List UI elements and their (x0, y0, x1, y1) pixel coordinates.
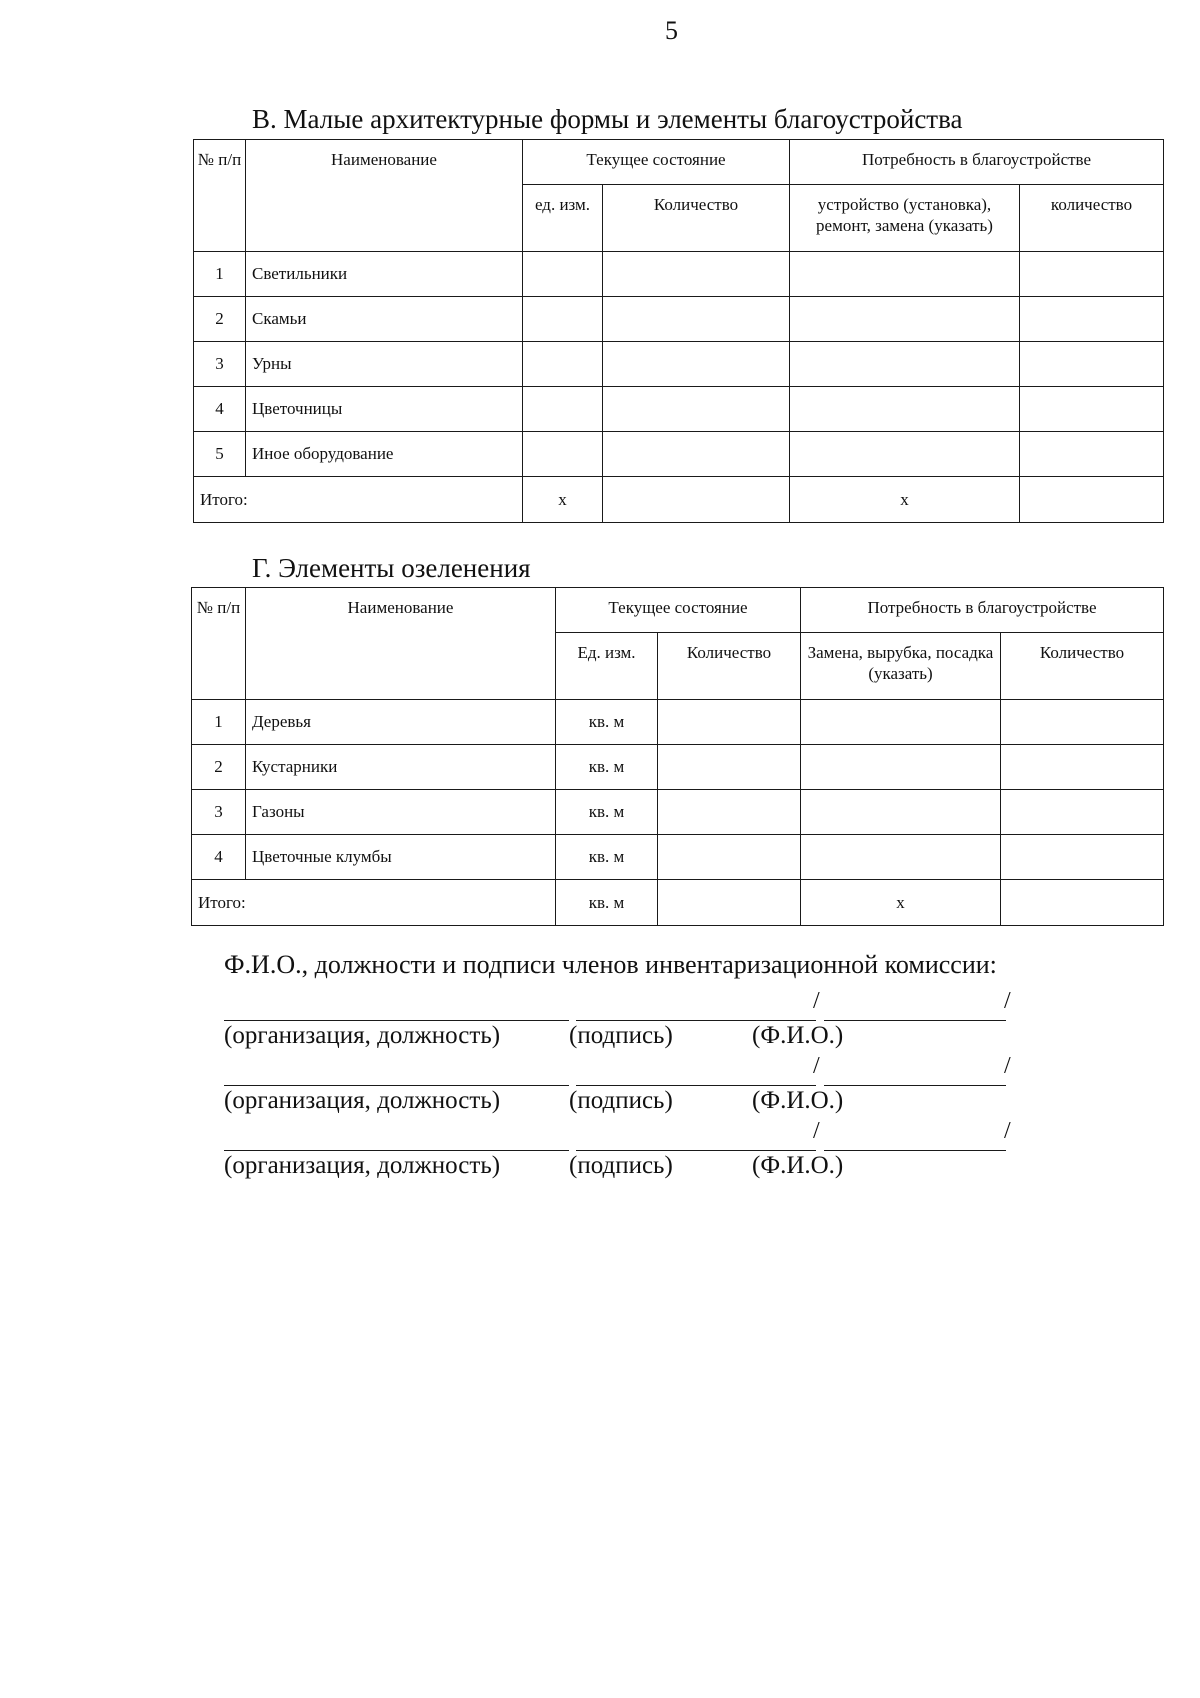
caption-organization-position: (организация, должность) (224, 1152, 501, 1179)
cell-need-quantity[interactable] (1001, 835, 1164, 880)
total-label: Итого: (192, 880, 556, 926)
header-current-state: Текущее состояние (523, 140, 790, 185)
row-unit: кв. м (556, 745, 658, 790)
table-row (194, 387, 1164, 432)
total-row (192, 880, 1164, 926)
caption-fio: (Ф.И.О.) (752, 1152, 844, 1179)
signature-line[interactable] (576, 1120, 816, 1151)
signature-block (224, 1120, 1014, 1182)
fio-line[interactable] (824, 990, 1006, 1021)
total-label: Итого: (194, 477, 523, 523)
header-name: Наименование (246, 140, 523, 252)
slash-right: / (1004, 988, 1011, 1014)
caption-signature: (подпись) (569, 1087, 673, 1114)
cell-need-quantity[interactable] (1001, 790, 1164, 835)
header-unit: ед. изм. (523, 185, 603, 252)
cell-quantity[interactable] (603, 297, 790, 342)
section-g-title: Г. Элементы озеленения (252, 553, 531, 583)
header-name: Наименование (246, 588, 556, 700)
row-num: 2 (192, 745, 246, 790)
cell-quantity[interactable] (658, 700, 801, 745)
fio-line[interactable] (824, 1055, 1006, 1086)
cell-quantity[interactable] (603, 387, 790, 432)
slash-left: / (813, 1053, 820, 1079)
header-unit: Ед. изм. (556, 633, 658, 700)
cell-need-quantity[interactable] (1020, 432, 1164, 477)
fio-line[interactable] (824, 1120, 1006, 1151)
organization-position-line[interactable] (224, 1120, 569, 1151)
caption-fio: (Ф.И.О.) (752, 1087, 844, 1114)
row-num: 4 (194, 387, 246, 432)
signature-block (224, 1055, 1014, 1117)
row-name: Светильники (246, 252, 523, 297)
row-num: 3 (194, 342, 246, 387)
cell-action[interactable] (790, 342, 1020, 387)
cell-total-need-quantity[interactable] (1020, 477, 1164, 523)
signature-block (224, 990, 1014, 1052)
total-unit: кв. м (556, 880, 658, 926)
table-row (192, 745, 1164, 790)
row-name: Цветочницы (246, 387, 523, 432)
table-row (194, 432, 1164, 477)
row-unit: кв. м (556, 835, 658, 880)
header-quantity: Количество (603, 185, 790, 252)
cell-action[interactable] (790, 252, 1020, 297)
caption-organization-position: (организация, должность) (224, 1022, 501, 1049)
cell-quantity[interactable] (658, 790, 801, 835)
table-row (192, 700, 1164, 745)
cell-need-quantity[interactable] (1020, 297, 1164, 342)
table-row (192, 790, 1164, 835)
row-name: Иное оборудование (246, 432, 523, 477)
row-num: 3 (192, 790, 246, 835)
caption-signature: (подпись) (569, 1022, 673, 1049)
cell-quantity[interactable] (603, 342, 790, 387)
row-name: Деревья (246, 700, 556, 745)
row-num: 1 (194, 252, 246, 297)
slash-right: / (1004, 1053, 1011, 1079)
cell-quantity[interactable] (658, 745, 801, 790)
slash-right: / (1004, 1118, 1011, 1144)
slash-left: / (813, 988, 820, 1014)
total-action: x (790, 477, 1020, 523)
header-current-state: Текущее состояние (556, 588, 801, 633)
cell-total-quantity[interactable] (658, 880, 801, 926)
row-unit: кв. м (556, 790, 658, 835)
row-name: Газоны (246, 790, 556, 835)
cell-need-quantity[interactable] (1020, 387, 1164, 432)
page-number: 5 (665, 16, 678, 45)
row-name: Урны (246, 342, 523, 387)
caption-signature: (подпись) (569, 1152, 673, 1179)
signatures-title: Ф.И.О., должности и подписи членов инвентаризационной комиссии: (224, 950, 997, 979)
section-v-title: В. Малые архитектурные формы и элементы благоустройства (252, 104, 963, 134)
section-v-table (193, 139, 1164, 523)
cell-quantity[interactable] (603, 432, 790, 477)
cell-action[interactable] (790, 297, 1020, 342)
total-unit: x (523, 477, 603, 523)
header-need: Потребность в благоустройстве (801, 588, 1164, 633)
cell-action[interactable] (790, 432, 1020, 477)
caption-organization-position: (организация, должность) (224, 1087, 501, 1114)
total-action: x (801, 880, 1001, 926)
row-name: Кустарники (246, 745, 556, 790)
table-row (194, 297, 1164, 342)
cell-total-need-quantity[interactable] (1001, 880, 1164, 926)
cell-unit[interactable] (523, 432, 603, 477)
cell-need-quantity[interactable] (1001, 745, 1164, 790)
cell-need-quantity[interactable] (1020, 252, 1164, 297)
cell-need-quantity[interactable] (1001, 700, 1164, 745)
slash-left: / (813, 1118, 820, 1144)
table-row (194, 342, 1164, 387)
organization-position-line[interactable] (224, 990, 569, 1021)
header-action: Замена, вырубка, посадка (указать) (801, 633, 1001, 700)
signature-line[interactable] (576, 1055, 816, 1086)
row-num: 2 (194, 297, 246, 342)
header-need-quantity: количество (1020, 185, 1164, 252)
cell-quantity[interactable] (658, 835, 801, 880)
cell-unit[interactable] (523, 252, 603, 297)
row-name: Цветочные клумбы (246, 835, 556, 880)
cell-unit[interactable] (523, 387, 603, 432)
row-name: Скамьи (246, 297, 523, 342)
signature-line[interactable] (576, 990, 816, 1021)
row-unit: кв. м (556, 700, 658, 745)
section-g-table (191, 587, 1164, 926)
cell-action[interactable] (801, 700, 1001, 745)
table-row (192, 835, 1164, 880)
cell-quantity[interactable] (603, 252, 790, 297)
header-action: устройство (установка), ремонт, замена (указать) (790, 185, 1020, 252)
cell-action[interactable] (801, 790, 1001, 835)
cell-total-quantity[interactable] (603, 477, 790, 523)
row-num: 1 (192, 700, 246, 745)
header-num: № п/п (194, 140, 246, 252)
cell-action[interactable] (790, 387, 1020, 432)
cell-action[interactable] (801, 835, 1001, 880)
header-num: № п/п (192, 588, 246, 700)
cell-action[interactable] (801, 745, 1001, 790)
row-num: 5 (194, 432, 246, 477)
header-quantity: Количество (658, 633, 801, 700)
organization-position-line[interactable] (224, 1055, 569, 1086)
row-num: 4 (192, 835, 246, 880)
header-need: Потребность в благоустройстве (790, 140, 1164, 185)
cell-need-quantity[interactable] (1020, 342, 1164, 387)
caption-fio: (Ф.И.О.) (752, 1022, 844, 1049)
cell-unit[interactable] (523, 342, 603, 387)
cell-unit[interactable] (523, 297, 603, 342)
total-row (194, 477, 1164, 523)
header-need-quantity: Количество (1001, 633, 1164, 700)
table-row (194, 252, 1164, 297)
